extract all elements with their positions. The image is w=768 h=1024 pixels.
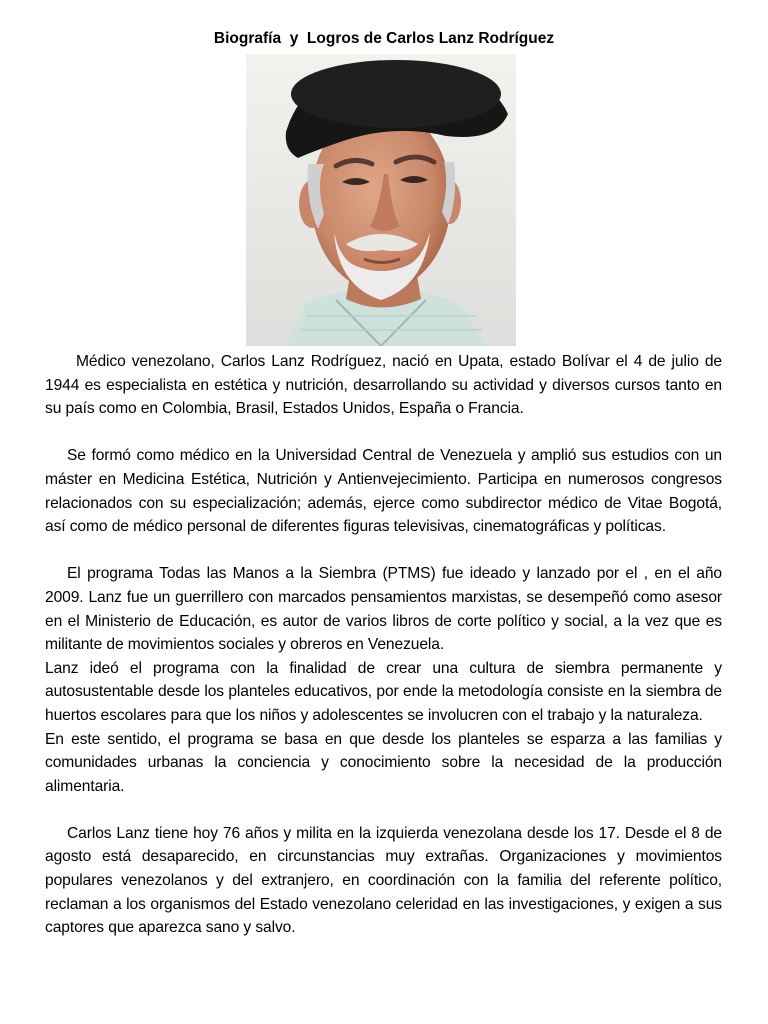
portrait-photo <box>246 54 516 346</box>
paragraph-program-purpose: Lanz ideó el programa con la finalidad de crear una cultura de siembra permanente y autosustentable desde los planteles educativos, por ende la metodología consiste en la siembra de huertos escolares para que los niños y adolescentes se involucren con el trabajo y la naturaleza. <box>45 659 722 724</box>
portrait-illustration <box>246 54 516 346</box>
document-title: Biografía y Logros de Carlos Lanz Rodríguez <box>213 30 555 47</box>
paragraph-program-scope: En este sentido, el programa se basa en que desde los planteles se esparza a las familias y comunidades urbanas la conciencia y conocimiento sobre la necesidad de la producción alimentaria. <box>45 730 722 795</box>
paragraph-disappearance: Carlos Lanz tiene hoy 76 años y milita en la izquierda venezolana desde los 17. Desde el 8 de agosto está desaparecido, en circunstancias muy extrañas. Organizaciones y movimientos populares venezolanos y del extranjero, en coordinación con la familia del referente político, reclaman a los organismos del Estado venezolano celeridad en las investigaciones, y exigen a sus captores que aparezca sano y salvo. <box>45 824 722 937</box>
paragraph-education: Se formó como médico en la Universidad Central de Venezuela y amplió sus estudios con un máster en Medicina Estética, Nutrición y Antienvejecimiento. Participa en numerosos congresos relacionados con su especialización; además, ejerce como subdirector médico de Vitae Bogotá, así como de médico personal de diferentes figuras televisivas, cinematográficas y políticas. <box>45 447 722 536</box>
paragraph-ptms: El programa Todas las Manos a la Siembra (PTMS) fue ideado y lanzado por el , en el año 2009. Lanz fue un guerrillero con marcados pensamientos marxistas, se desempeñó como asesor en el Ministerio de Educación, es autor de varios libros de corte político y social, a la vez que es militante de movimientos sociales y obreros en Venezuela. <box>45 565 722 654</box>
paragraph-origin: Médico venezolano, Carlos Lanz Rodríguez, nació en Upata, estado Bolívar el 4 de julio de 1944 es especialista en estética y nutrición, desarrollando su actividad y diversos cursos tanto en su país como en Colombia, Brasil, Estados Unidos, España o Francia. <box>45 353 722 418</box>
biography-text <box>45 350 722 940</box>
